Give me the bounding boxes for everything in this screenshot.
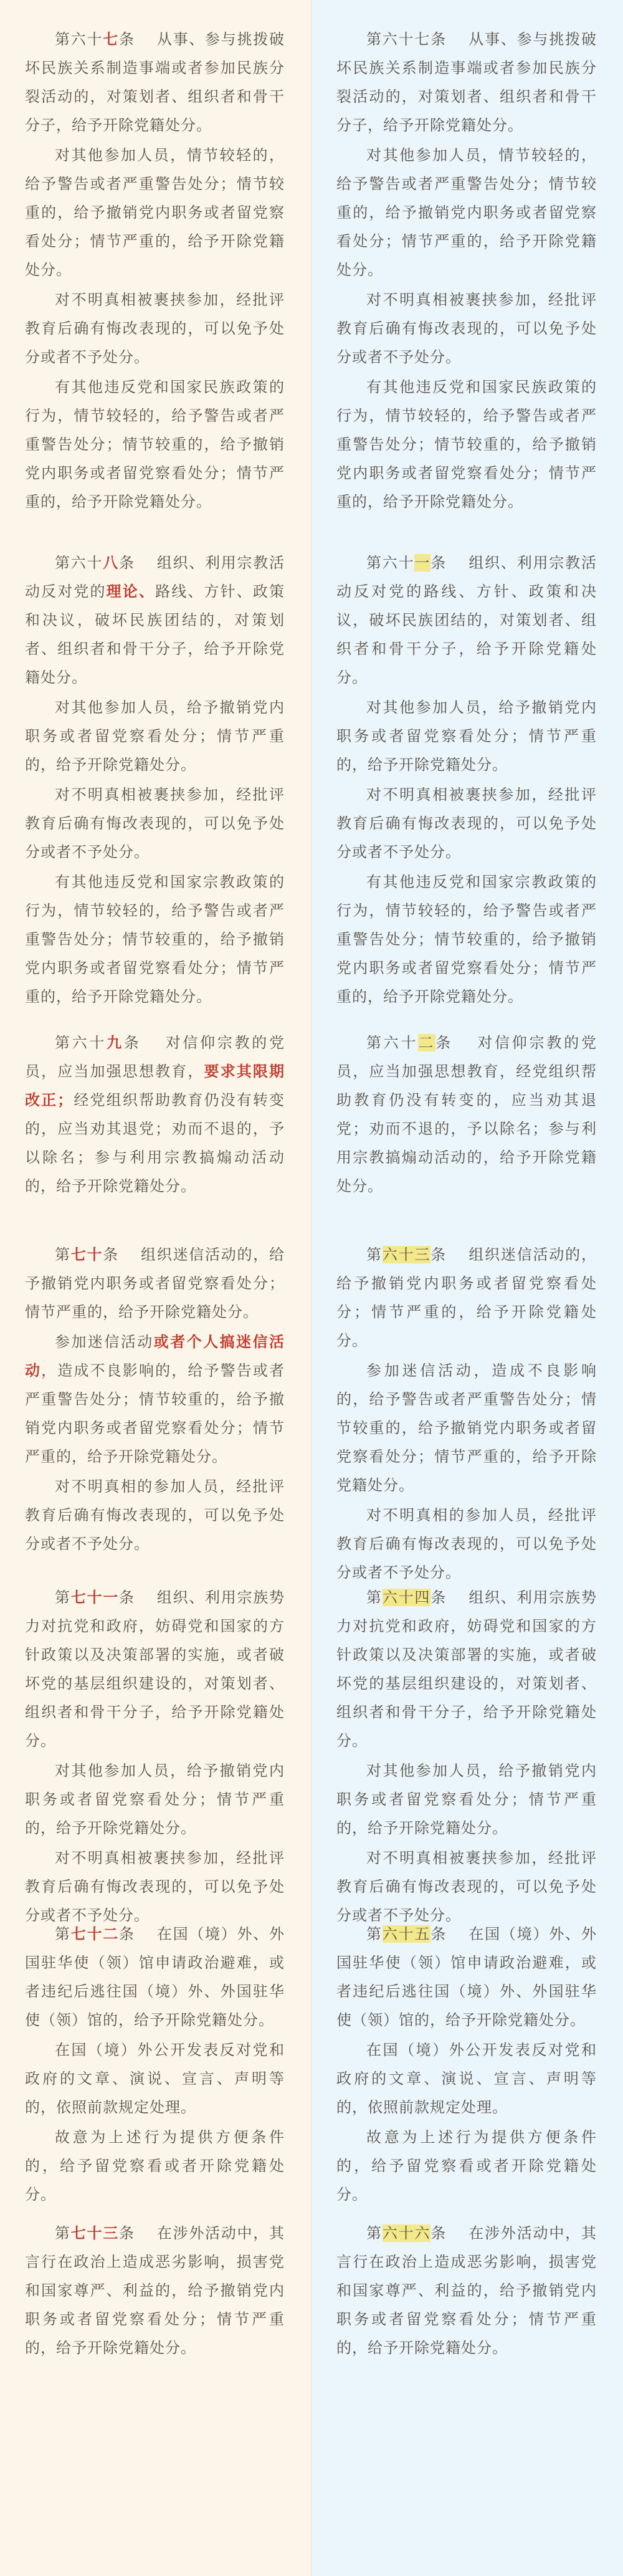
highlighted-text: 七十二	[70, 1925, 119, 1943]
article-paragraph	[25, 2123, 285, 2209]
paragraph-text: 条 对信仰宗教的党员，应当加强思想教育，经党组织帮助教育仍没有转变的，应当劝其退党；劝而不退的，予以除名；参与利用宗教搞煽动活动的，给予开除党籍处分。	[336, 1034, 597, 1195]
paragraph-text: 第六十七条 从事、参与挑拨破坏民族关系制造事端或者参加民族分裂活动的，对策划者、组织者和骨干分子，给予开除党籍处分。	[336, 31, 597, 134]
article-paragraph	[336, 1028, 597, 1200]
paragraph-text: 第	[55, 1246, 71, 1263]
paragraph-text: 故意为上述行为提供方便条件的，给予留党察看或者开除党籍处分。	[336, 2128, 597, 2203]
article-paragraph	[25, 1920, 285, 2034]
article-paragraph	[25, 1028, 285, 1200]
article-paragraph	[336, 2123, 597, 2209]
article-paragraph	[25, 548, 285, 692]
highlighted-text: 一	[414, 554, 431, 572]
article-paragraph	[25, 285, 285, 371]
article-paragraph	[25, 1240, 285, 1326]
paragraph-text: 第	[366, 1246, 383, 1263]
article-block	[336, 1240, 597, 1588]
article-block	[336, 1583, 597, 1931]
article-paragraph	[336, 2219, 597, 2362]
paragraph-text: 第	[366, 2224, 383, 2242]
paragraph-text: 对不明真相被裹挟参加，经批评教育后确有悔改表现的，可以免予处分或者不予处分。	[25, 291, 285, 366]
paragraph-text: 条 从事、参与挑拨破坏民族关系制造事端或者参加民族分裂活动的，对策划者、组织者和骨干分子，给予开除党籍处分。	[25, 31, 285, 134]
highlighted-text: 八	[103, 554, 119, 572]
article-paragraph	[336, 1240, 597, 1355]
article-block	[25, 548, 285, 1012]
paragraph-text: 条 组织、利用宗教活动反对党的路线、方针、政策和决议，破坏民族团结的，对策划者、组织者和骨干分子，给予开除党籍处分。	[336, 554, 597, 686]
article-paragraph	[25, 1472, 285, 1558]
paragraph-text: 条 组织、利用宗族势力对抗党和政府，妨碍党和国家的方针政策以及决策部署的实施，或者破坏党的基层组织建设的，对策划者、组织者和骨干分子，给予开除党籍处分。	[25, 1589, 285, 1750]
article-block	[25, 1583, 285, 1931]
article-block	[336, 2219, 597, 2363]
highlighted-text: 或者个人搞迷信活动	[25, 1333, 285, 1379]
highlighted-text: 六十六	[382, 2224, 431, 2242]
article-block	[25, 2219, 285, 2363]
paragraph-text: 条 在国（境）外、外国驻华使（领）馆申请政治避难，或者违纪后逃往国（境）外、外国驻华使（领）馆的，给予开除党籍处分。	[25, 1925, 285, 2029]
article-paragraph	[336, 1920, 597, 2034]
paragraph-text: 在国（境）外公开发表反对党和政府的文章、演说、宣言、声明等的，依照前款规定处理。	[336, 2041, 597, 2116]
highlighted-text: 七十三	[70, 2224, 119, 2242]
article-paragraph	[25, 2036, 285, 2122]
highlighted-text: 六十三	[382, 1246, 431, 1263]
paragraph-text: 有其他违反党和国家民族政策的行为，情节较轻的，给予警告或者严重警告处分；情节较重的，给予撤销党内职务或者留党察看处分；情节严重的，给予开除党籍处分。	[25, 378, 285, 510]
paragraph-text: 第	[55, 2224, 71, 2242]
highlighted-text: 要求其限期改正；	[25, 1063, 285, 1109]
paragraph-text: 条 在国（境）外、外国驻华使（领）馆申请政治避难，或者违纪后逃往国（境）外、外国驻华使（领）馆的，给予开除党籍处分。	[336, 1925, 597, 2029]
paragraph-text: 条 组织、利用宗教活动反对党的	[25, 554, 285, 600]
paragraph-text: 条 组织、利用宗族势力对抗党和政府，妨碍党和国家的方针政策以及决策部署的实施，或者破坏党的基层组织建设的，对策划者、组织者和骨干分子，给予开除党籍处分。	[336, 1589, 597, 1750]
paragraph-text: 对不明真相被裹挟参加，经批评教育后确有悔改表现的，可以免予处分或者不予处分。	[25, 786, 285, 861]
article-paragraph	[336, 285, 597, 371]
paragraph-text: 第六十	[55, 1034, 107, 1051]
paragraph-text: 对不明真相的参加人员，经批评教育后确有悔改表现的，可以免予处分或者不予处分。	[25, 1478, 285, 1553]
highlighted-text: 七	[103, 31, 119, 48]
highlighted-text: 二	[418, 1034, 436, 1051]
paragraph-text: 对不明真相被裹挟参加，经批评教育后确有悔改表现的，可以免予处分或者不予处分。	[25, 1849, 285, 1924]
paragraph-text: 参加迷信活动	[55, 1333, 154, 1351]
article-block	[336, 1920, 597, 2210]
article-paragraph	[336, 1583, 597, 1755]
paragraph-text: 对不明真相被裹挟参加，经批评教育后确有悔改表现的，可以免予处分或者不予处分。	[336, 1849, 597, 1924]
highlighted-text: 六十四	[382, 1589, 431, 1606]
article-paragraph	[25, 141, 285, 284]
paragraph-text: 故意为上述行为提供方便条件的，给予留党察看或者开除党籍处分。	[25, 2128, 285, 2203]
article-block	[336, 25, 597, 517]
highlighted-text: 七十一	[70, 1589, 119, 1606]
paragraph-text: 第六十	[55, 554, 103, 572]
paragraph-text: 对不明真相的参加人员，经批评教育后确有悔改表现的，可以免予处分或者不予处分。	[336, 1506, 597, 1581]
paragraph-text: 条 组织迷信活动的，给予撤销党内职务或者留党察看处分；情节严重的，给予开除党籍处分。	[336, 1246, 597, 1349]
paragraph-text: 路线、方针、政策和决议，破坏民族团结的，对策划者、组织者和骨干分子，给予开除党籍处分。	[25, 583, 285, 686]
article-paragraph	[25, 868, 285, 1011]
article-paragraph	[336, 1844, 597, 1930]
article-block	[336, 548, 597, 1012]
article-block	[25, 1028, 285, 1202]
article-paragraph	[336, 548, 597, 692]
article-paragraph	[336, 1501, 597, 1587]
paragraph-text: 第六十	[366, 1034, 419, 1051]
paragraph-text: 经党组织帮助教育仍没有转变的，应当劝其退党；劝而不退的，予以除名；参与利用宗教搞煽动活动的，给予开除党籍处分。	[25, 1091, 285, 1195]
article-block	[25, 25, 285, 517]
article-paragraph	[25, 1583, 285, 1755]
article-paragraph	[25, 1756, 285, 1842]
article-paragraph	[25, 25, 285, 140]
paragraph-text: 对其他参加人员，给予撤销党内职务或者留党察看处分；情节严重的，给予开除党籍处分。	[25, 1762, 285, 1837]
highlighted-text: 理论、	[106, 583, 156, 600]
article-paragraph	[336, 373, 597, 516]
article-paragraph	[25, 693, 285, 779]
paragraph-text: 对不明真相被裹挟参加，经批评教育后确有悔改表现的，可以免予处分或者不予处分。	[336, 786, 597, 861]
highlighted-text: 七十	[70, 1246, 103, 1263]
paragraph-text: 对不明真相被裹挟参加，经批评教育后确有悔改表现的，可以免予处分或者不予处分。	[336, 291, 597, 366]
paragraph-text: 对其他参加人员，情节较轻的，给予警告或者严重警告处分；情节较重的，给予撤销党内职务或者留党察看处分；情节严重的，给予开除党籍处分。	[336, 146, 597, 279]
paragraph-text: ，造成不良影响的，给予警告或者严重警告处分；情节较重的，给予撤销党内职务或者留党察看处分；情节严重的，给予开除党籍处分。	[25, 1362, 285, 1465]
paragraph-text: 对其他参加人员，情节较轻的，给予警告或者严重警告处分；情节较重的，给予撤销党内职务或者留党察看处分；情节严重的，给予开除党籍处分。	[25, 146, 285, 279]
paragraph-text: 条 对信仰宗教的党员，应当加强思想教育，	[25, 1034, 285, 1080]
article-paragraph	[336, 868, 597, 1011]
article-paragraph	[25, 1844, 285, 1930]
article-paragraph	[336, 780, 597, 866]
paragraph-text: 在国（境）外公开发表反对党和政府的文章、演说、宣言、声明等的，依照前款规定处理。	[25, 2041, 285, 2116]
paragraph-text: 条 在涉外活动中，其言行在政治上造成恶劣影响，损害党和国家尊严、利益的，给予撤销党内职务或者留党察看处分；情节严重的，给予开除党籍处分。	[25, 2224, 285, 2357]
article-paragraph	[25, 373, 285, 516]
article-paragraph	[336, 693, 597, 779]
paragraph-text: 第	[366, 1925, 383, 1943]
paragraph-text: 有其他违反党和国家宗教政策的行为，情节较轻的，给予警告或者严重警告处分；情节较重的，给予撤销党内职务或者留党察看处分；情节严重的，给予开除党籍处分。	[25, 873, 285, 1005]
article-paragraph	[25, 1328, 285, 1471]
article-paragraph	[25, 780, 285, 866]
paragraph-text: 有其他违反党和国家民族政策的行为，情节较轻的，给予警告或者严重警告处分；情节较重的，给予撤销党内职务或者留党察看处分；情节严重的，给予开除党籍处分。	[336, 378, 597, 510]
highlighted-text: 九	[107, 1034, 124, 1051]
paragraph-text: 对其他参加人员，给予撤销党内职务或者留党察看处分；情节严重的，给予开除党籍处分。	[25, 699, 285, 773]
article-paragraph	[25, 2219, 285, 2362]
highlighted-text: 六十五	[382, 1925, 431, 1943]
paragraph-text: 条 在涉外活动中，其言行在政治上造成恶劣影响，损害党和国家尊严、利益的，给予撤销党内职务或者留党察看处分；情节严重的，给予开除党籍处分。	[336, 2224, 597, 2357]
paragraph-text: 对其他参加人员，给予撤销党内职务或者留党察看处分；情节严重的，给予开除党籍处分。	[336, 1762, 597, 1837]
right-column-old-version	[312, 0, 623, 2576]
paragraph-text: 第六十	[55, 31, 103, 48]
article-paragraph	[336, 1356, 597, 1500]
paragraph-text: 第六十	[366, 554, 415, 572]
article-block	[25, 1920, 285, 2210]
article-paragraph	[336, 141, 597, 284]
paragraph-text: 第	[55, 1925, 71, 1943]
paragraph-text: 第	[366, 1589, 383, 1606]
paragraph-text: 条 组织迷信活动的，给予撤销党内职务或者留党察看处分；情节严重的，给予开除党籍处分。	[25, 1246, 285, 1321]
article-paragraph	[336, 1756, 597, 1842]
article-paragraph	[336, 2036, 597, 2122]
article-paragraph	[336, 25, 597, 140]
paragraph-text: 对其他参加人员，给予撤销党内职务或者留党察看处分；情节严重的，给予开除党籍处分。	[336, 699, 597, 773]
paragraph-text: 第	[55, 1589, 71, 1606]
article-block	[25, 1240, 285, 1559]
paragraph-text: 参加迷信活动，造成不良影响的，给予警告或者严重警告处分；情节较重的，给予撤销党内职务或者留党察看处分；情节严重的，给予开除党籍处分。	[336, 1362, 597, 1494]
paragraph-text: 有其他违反党和国家宗教政策的行为，情节较轻的，给予警告或者严重警告处分；情节较重的，给予撤销党内职务或者留党察看处分；情节严重的，给予开除党籍处分。	[336, 873, 597, 1005]
article-block	[336, 1028, 597, 1202]
